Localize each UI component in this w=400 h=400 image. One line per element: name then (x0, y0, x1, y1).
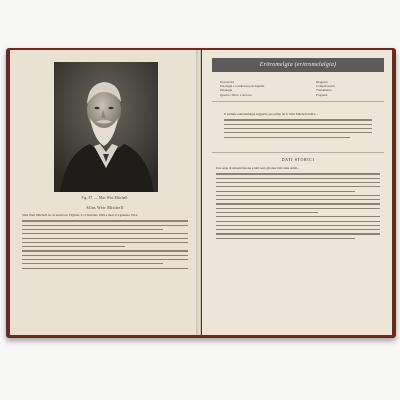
index-item: Eziologia e condizioni patologiche (220, 84, 265, 89)
body-text (22, 213, 188, 285)
chapter-title-bar (212, 58, 384, 72)
intro-start: Il termine eritromelalgia suggerito per primo da S. Weir Mitchell indica... (224, 112, 318, 116)
index-column-right (316, 80, 335, 97)
section-heading: Silas Weir Mitchell (86, 206, 124, 210)
index-item: Prognosi (316, 92, 328, 97)
index-item: Complicazioni (316, 84, 335, 89)
chapter-title: Eritromelgia (eritromelalgia) (259, 62, 337, 68)
portrait-image (54, 62, 158, 192)
section-heading: DATI STORICI (281, 157, 315, 162)
left-page (10, 50, 201, 335)
chapter-index (212, 74, 384, 102)
body-text (216, 166, 380, 266)
open-book (6, 48, 396, 338)
intro-text (224, 112, 372, 152)
body-start: Una serie di sintomi furono a tutti noti, già descritti come entità... (216, 166, 300, 170)
section-divider (212, 152, 384, 153)
index-item: Trattamento (316, 88, 332, 93)
photo-caption: Fig. 87. — Mac Wirt Mitchell. (81, 196, 129, 200)
right-page (202, 50, 392, 335)
index-item: Dati storici (220, 80, 235, 84)
index-column-left (220, 80, 264, 97)
index-item: Patologia (220, 88, 233, 93)
portrait-photo (54, 62, 158, 192)
paragraph-start: Silas Weir Mitchell, fu, di nascita in Virginia, il 15 febbraio 1829 e morì il 4 gennaio 1914. (22, 213, 138, 217)
index-item: Diagnosi (316, 80, 328, 84)
index-item: Quadro clinico e decorso (220, 92, 252, 97)
